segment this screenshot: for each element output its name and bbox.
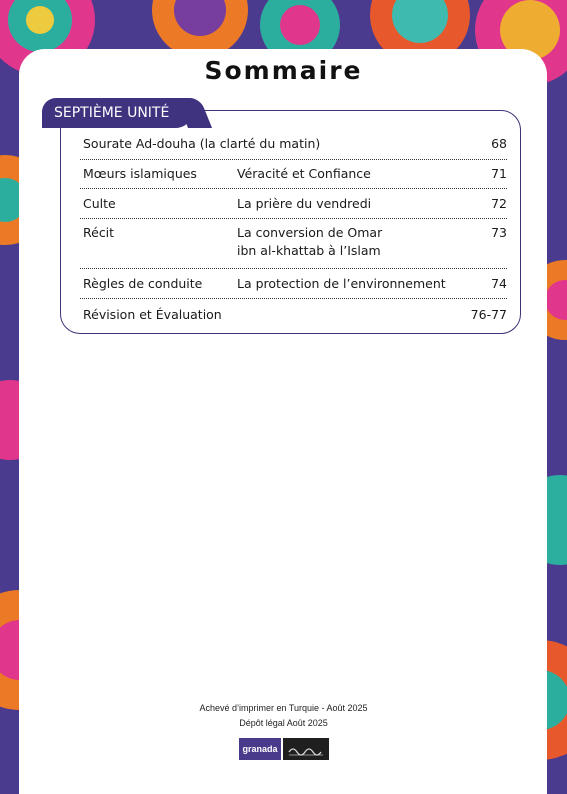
toc-entry-page: 74 bbox=[491, 276, 507, 291]
toc-entry-title: Véracité et Confiance bbox=[237, 166, 371, 181]
toc-entry-title: La prière du vendredi bbox=[237, 196, 372, 211]
toc-entry-page: 71 bbox=[491, 166, 507, 181]
toc-entry-category: Règles de conduite bbox=[83, 276, 203, 291]
toc-entry-category: Culte bbox=[83, 196, 116, 211]
unit-tab bbox=[42, 98, 192, 128]
toc-entry-page: 73 bbox=[491, 225, 507, 240]
dotted-divider bbox=[80, 159, 507, 160]
toc-entry-page: 68 bbox=[491, 136, 507, 151]
toc-entry-category: Récit bbox=[83, 225, 115, 240]
toc-entry-title: La protection de l’environnement bbox=[237, 276, 446, 291]
dotted-divider bbox=[80, 188, 507, 189]
page-title: Sommaire bbox=[204, 56, 363, 85]
toc-entry-title: Sourate Ad-douha (la clarté du matin) bbox=[83, 136, 321, 151]
toc-entry-page: 72 bbox=[491, 196, 507, 211]
dotted-divider bbox=[80, 218, 507, 219]
toc-entry-page: 76-77 bbox=[470, 307, 507, 322]
legal-deposit: Dépôt légal Août 2025 bbox=[239, 718, 328, 728]
publisher-logo-arabic bbox=[283, 738, 329, 760]
toc-entry-title-line2: ibn al-khattab à l’Islam bbox=[237, 243, 381, 258]
toc-entry-title: La conversion de Omar bbox=[237, 225, 383, 240]
toc-entry-title: Révision et Évaluation bbox=[83, 307, 222, 322]
publisher-logo-granada: granada bbox=[239, 738, 281, 760]
unit-label: SEPTIÈME UNITÉ bbox=[54, 105, 170, 121]
toc-entry-category: Mœurs islamiques bbox=[83, 166, 197, 181]
dotted-divider bbox=[80, 268, 507, 269]
print-info: Achevé d’imprimer en Turquie - Août 2025 bbox=[199, 703, 368, 713]
dotted-divider bbox=[80, 298, 507, 299]
